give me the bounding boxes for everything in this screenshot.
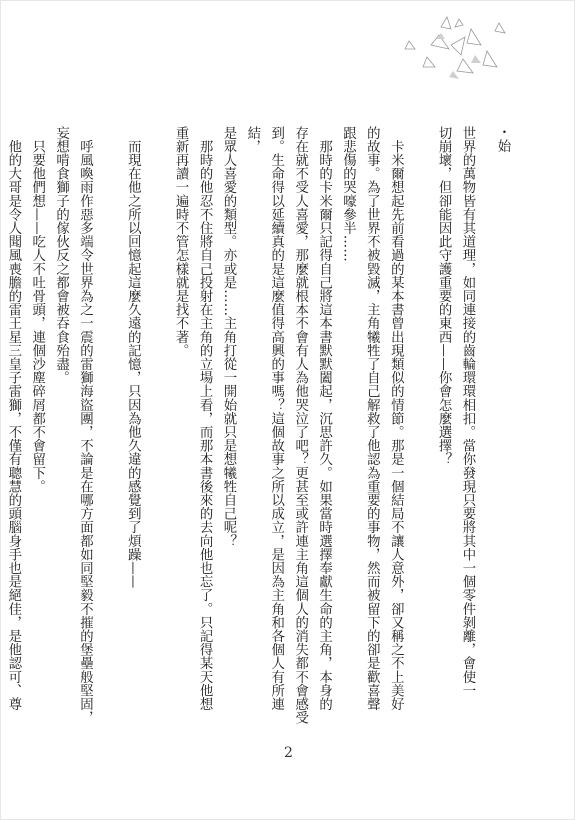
vertical-body-text [5,126,479,726]
text-column: 呼風喚雨作惡多端令世界為之一震的雷獅海盜團，不論是在哪方面都如同堅毅不摧的堡壘般堅固， [77,126,93,725]
text-column: 切崩壞，但卻能因此守護重要的東西——你會怎麼選擇？ [436,126,452,466]
page-number: 2 [284,745,293,761]
text-column: 是眾人喜愛的類型。亦或是……主角打從一開始就只是想犧牲自己呢？ [220,126,236,548]
text-column: 重新再讀一遍時不管怎樣就是找不著。 [173,126,189,358]
text-column: 他的大哥是令人聞風喪膽的雷王星三皇子雷獅，不僅有聰慧的頭腦身手也是絕佳，是他認可、尊 [5,126,21,711]
text-column: 跟悲傷的哭嚎參半…… [340,126,356,262]
text-column: 卡米爾想起先前看過的某本書曾出現類似的情節。那是一個結局不讓人意外，卻又稱之不上美好 [388,126,404,711]
text-column: 而現在他之所以回憶起這麼久遠的記憶，只因為他久違的感覺到了煩躁—— [125,126,141,589]
text-column: 那時的他忍不住將自己投射在主角的立場上看，而那本書後來的去向他也忘了。只記得某天他想 [197,126,213,711]
text-column: 只要他們想——吃人不吐骨頭，連個沙塵碎屑都不會留下。 [29,126,45,494]
text-column: 妄想啃食獅子的傢伙反之都會被吞食殆盡。 [53,126,69,385]
chapter-title: ・始 [495,125,510,154]
text-column: 到。生命得以延續真的是這麼值得高興的事嗎？這個故事之所以成立，是因為主角和各個人有所連結， [244,126,284,711]
text-column: 的故事。為了世界不被毀滅，主角犧牲了自己解救了他認為重要的事物，然而被留下的卻是歡喜聲 [364,126,380,711]
text-column: 世界的萬物皆有其道理，如同連接的齒輪環環相扣。當你發現只要將其中一個零件剝離，會使一 [460,126,475,698]
text-column: 存在就不受人喜愛，那麼就根本不會有人為他哭泣了吧？更甚至或許連主角這個人的消失都不會感受 [292,126,308,725]
text-column: 那時的卡米爾只記得自己將這本書默默闔起，沉思許久。如果當時選擇奉獻生命的主角，本身的 [316,126,332,711]
triangle-decoration-icon [401,15,511,85]
